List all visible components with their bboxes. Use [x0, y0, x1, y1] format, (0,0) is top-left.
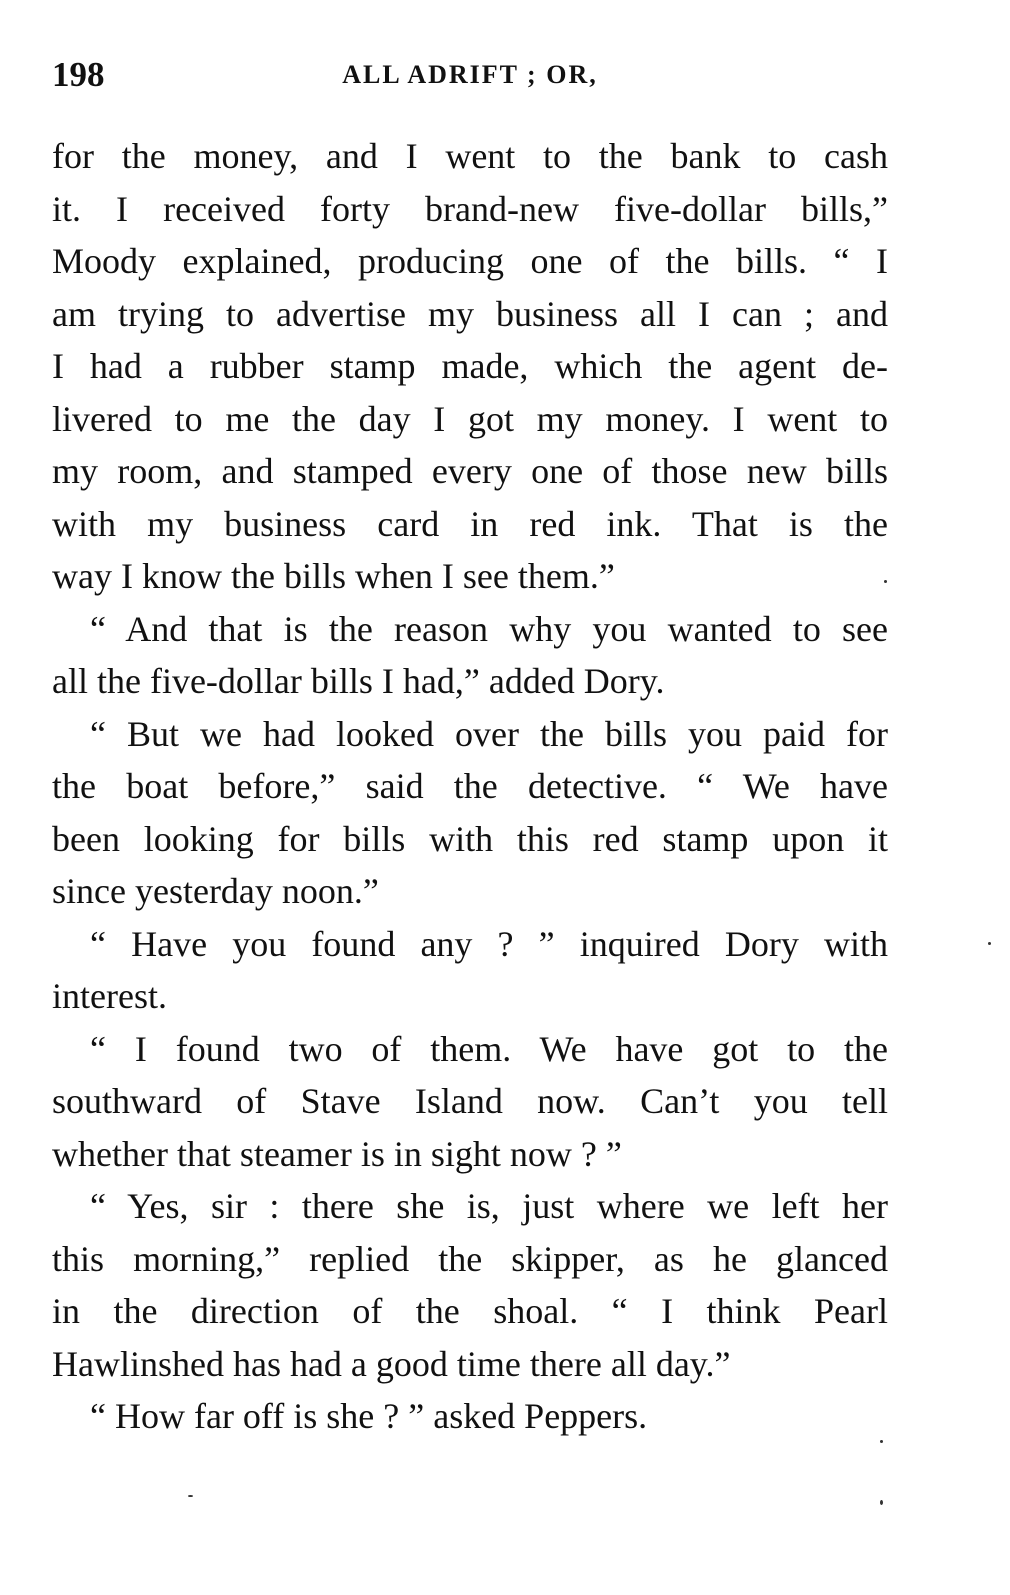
text-line: “ Have you found any ? ” inquired Dory with [90, 923, 888, 964]
page-number: 198 [52, 55, 105, 94]
text-line: in the direction of the shoal. “ I think Pearl [52, 1291, 888, 1331]
print-speck [884, 580, 887, 583]
text-line: the boat before,” said the detective. “ We have [52, 766, 888, 806]
text-line: Moody explained, producing one of the bills. “ I [52, 241, 888, 281]
print-speck [880, 1440, 883, 1443]
text-line: this morning,” replied the skipper, as he glanced [52, 1238, 888, 1279]
print-speck [188, 1495, 193, 1497]
text-line: all the five-dollar bills I had,” added Dory. [52, 661, 665, 701]
text-line: way I know the bills when I see them.” [52, 556, 615, 596]
text-line: since yesterday noon.” [52, 871, 379, 911]
print-speck [988, 942, 991, 945]
text-line: “ How far off is she ? ” asked Peppers. [90, 1396, 648, 1436]
text-line: been looking for bills with this red stamp upon it [52, 818, 888, 859]
book-page [52, 0, 888, 1595]
text-line: “ Yes, sir : there she is, just where we left her [90, 1186, 888, 1226]
text-line: my room, and stamped every one of those new bills [52, 451, 888, 491]
body-text [52, 130, 888, 1443]
text-line: Hawlinshed has had a good time there all day.” [52, 1343, 731, 1384]
text-line: am trying to advertise my business all I can ; and [52, 293, 888, 334]
running-title: ALL ADRIFT ; OR, [342, 60, 598, 89]
text-line: whether that steamer is in sight now ? ” [52, 1133, 622, 1174]
text-line: with my business card in red ink. That is the [52, 503, 888, 544]
text-line: for the money, and I went to the bank to cash [52, 136, 888, 176]
text-line: I had a rubber stamp made, which the agent de- [52, 346, 888, 386]
text-line: it. I received forty brand-new five-dollar bills,” [52, 188, 888, 229]
print-speck [880, 1500, 883, 1505]
text-line: livered to me the day I got my money. I went to [52, 398, 888, 439]
text-line: interest. [52, 976, 167, 1016]
text-line: “ I found two of them. We have got to the [90, 1028, 888, 1069]
text-line: “ But we had looked over the bills you paid for [90, 713, 888, 754]
text-line: southward of Stave Island now. Can’t you tell [52, 1081, 888, 1121]
running-head [52, 50, 888, 100]
text-line: “ And that is the reason why you wanted to see [90, 608, 888, 649]
